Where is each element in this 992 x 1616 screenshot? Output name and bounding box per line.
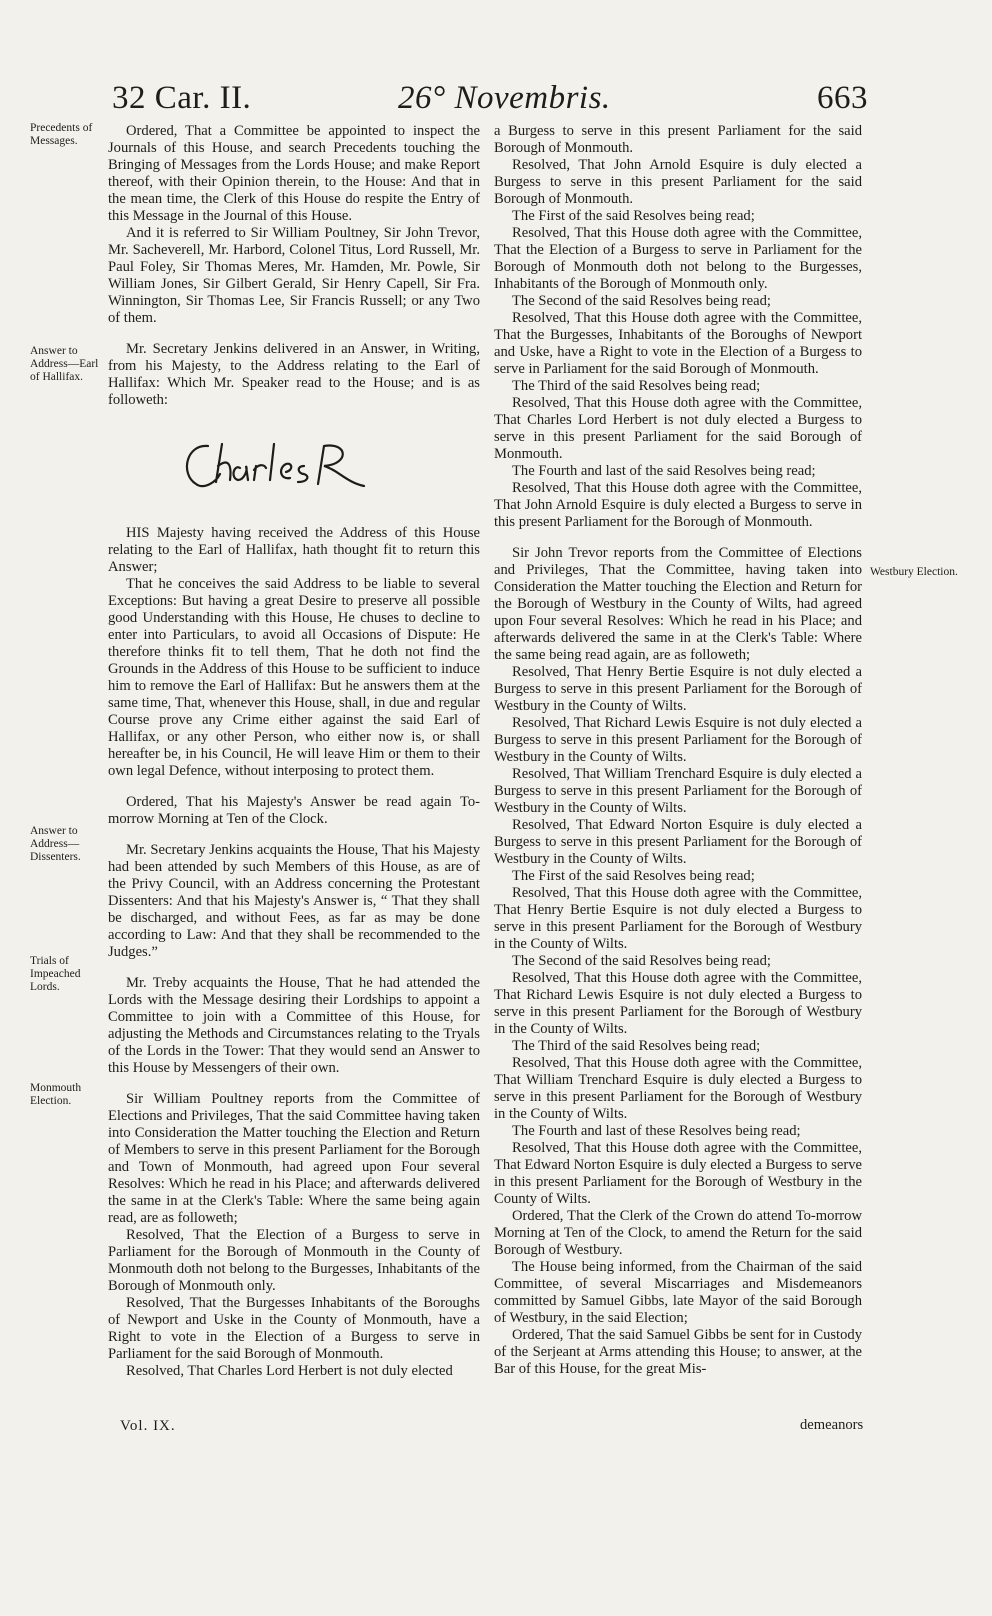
paragraph: The Fourth and last of these Resolves being read; bbox=[512, 1123, 801, 1139]
paragraph: Resolved, That Henry Bertie Esquire is not duly elected a Burgess to serve in this present Parliament for the Borough of Westbury in the County of Wilts. bbox=[494, 664, 862, 714]
paragraph: Resolved, That Richard Lewis Esquire is not duly elected a Burgess to serve in this present Parliament for the Borough of Westbury in the County of Wilts. bbox=[494, 715, 862, 765]
margin-note-monmouth: Monmouth Election. bbox=[30, 1082, 82, 1107]
paragraph: Sir William Poultney reports from the Committee of Elections and Privileges, That the said Committee having taken into Consideration the Matter touching the Election and Return of Members to serve in this present Parliament for the Borough and Town of Monmouth, had agreed upon Four several Resolves: Which he read in his Place; and afterwards delivered the same in at the Clerk's Table: Where the same being again read, are as followeth; bbox=[108, 1091, 480, 1226]
paragraph: Ordered, That the Clerk of the Crown do attend To-morrow Morning at Ten of the Clock, to amend the Return for the said Borough of Westbury. bbox=[494, 1208, 862, 1258]
paragraph: The First of the said Resolves being read; bbox=[512, 208, 755, 224]
paragraph: Sir John Trevor reports from the Committee of Elections and Privileges, That the Committee, having taken into Consideration the Matter touching the Election and Return for the Borough of Westbury in the County of Wilts, had agreed upon Four several Resolves: Which he read in his Place; and afterwards delivered the same in at the Clerk's Table: Where the same being read again, are as followeth; bbox=[494, 545, 862, 663]
paragraph: Resolved, That Edward Norton Esquire is duly elected a Burgess to serve in this present Parliament for the Borough of Westbury in the County of Wilts. bbox=[494, 817, 862, 867]
paragraph: a Burgess to serve in this present Parliament for the said Borough of Monmouth. bbox=[494, 123, 862, 156]
paragraph: Resolved, That this House doth agree with the Committee, That Henry Bertie Esquire is not duly elected a Burgess to serve in this present Parliament for the Borough of Westbury in the County of Wilts. bbox=[494, 885, 862, 952]
volume-footer: Vol. IX. bbox=[120, 1418, 176, 1434]
left-column bbox=[108, 123, 480, 1380]
paragraph: The Second of the said Resolves being read; bbox=[512, 953, 771, 969]
paragraph: That he conceives the said Address to be liable to several Exceptions: But having a great Desire to preserve all possible good Understanding with this House, He chuses to decline to enter into Particulars, to avoid all Occasions of Dispute: He therefore thinks fit to tell them, That he doth not find the Grounds in the Address of this House to be sufficient to induce him to remove the Earl of Hallifax: But he answers them at the same time, That, whenever this House, shall, in due and regular Course prove any Crime either against the said Earl of Hallifax, or any other Person, who either now is, or shall hereafter be, in his Council, He will leave Him or them to their own legal Defence, without interposing to protect them. bbox=[108, 576, 480, 779]
right-column bbox=[494, 123, 862, 1378]
paragraph: The Third of the said Resolves being read; bbox=[512, 378, 761, 394]
paragraph: Ordered, That a Committee be appointed to inspect the Journals of this House, and search Precedents touching the Bringing of Messages from the Lords House; and make Report thereof, with their Opinion therein, to the House: And that in the mean time, the Clerk of this House do respite the Entry of this Message in the Journal of this House. bbox=[108, 123, 480, 224]
margin-note-dissenters: Answer to Address—Dissenters. bbox=[30, 825, 81, 863]
running-head-regnal-year: 32 Car. II. bbox=[112, 80, 252, 116]
paragraph: Ordered, That the said Samuel Gibbs be sent for in Custody of the Serjeant at Arms attending this House; to answer, at the Bar of this House, for the great Mis- bbox=[494, 1327, 862, 1377]
paragraph: Resolved, That this House doth agree with the Committee, That Charles Lord Herbert is not duly elected a Burgess to serve in this present Parliament for the said Borough of Monmouth. bbox=[494, 395, 862, 462]
paragraph: The Third of the said Resolves being read; bbox=[512, 1038, 761, 1054]
running-head-date: 26° Novembris. bbox=[398, 80, 611, 116]
margin-note-hallifax: Answer to Address—Earl of Hallifax. bbox=[30, 345, 99, 383]
catchword: demeanors bbox=[800, 1417, 864, 1433]
paragraph: And it is referred to Sir William Poultney, Sir John Trevor, Mr. Sacheverell, Mr. Harbord, Colonel Titus, Lord Russell, Mr. Paul Foley, Sir Thomas Meres, Mr. Hamden, Mr. Powle, Sir William Jones, Sir Gilbert Gerald, Sir Henry Capell, Sir Fra. Winnington, Sir Thomas Lee, Sir Francis Russell; or any Two of them. bbox=[108, 225, 480, 326]
paragraph: The First of the said Resolves being read; bbox=[512, 868, 755, 884]
paragraph: Resolved, That this House doth agree with the Committee, That Richard Lewis Esquire is not duly elected a Burgess to serve in this present Parliament for the Borough of Westbury in the County of Wilts. bbox=[494, 970, 862, 1037]
margin-note-westbury: Westbury Election. bbox=[870, 566, 958, 578]
paragraph: Resolved, That Charles Lord Herbert is not duly elected bbox=[126, 1363, 453, 1379]
margin-note-impeached-lords: Trials of Impeached Lords. bbox=[30, 955, 81, 993]
paragraph: Resolved, That William Trenchard Esquire is duly elected a Burgess to serve in this present Parliament for the Borough of Westbury in the County of Wilts. bbox=[494, 766, 862, 816]
paragraph: The Fourth and last of the said Resolves being read; bbox=[512, 463, 816, 479]
paragraph: Mr. Treby acquaints the House, That he had attended the Lords with the Message desiring their Lordships to appoint a Committee to join with a Committee of this House, for adjusting the Methods and Circumstances relating to the Tryals of the Lords in the Tower: That they would send an Answer to this House by Messengers of their own. bbox=[108, 975, 480, 1076]
paragraph: Mr. Secretary Jenkins delivered in an Answer, in Writing, from his Majesty, to the Address relating to the Earl of Hallifax: Which Mr. Speaker read to the House; and is as followeth: bbox=[108, 341, 480, 408]
paragraph: HIS Majesty having received the Address of this House relating to the Earl of Hallifax, hath thought fit to return this Answer; bbox=[108, 525, 480, 575]
paragraph: Resolved, That this House doth agree with the Committee, That the Election of a Burgess to serve in Parliament for the Borough of Monmouth doth not belong to the Burgesses, Inhabitants of the Borough of Monmouth only. bbox=[494, 225, 862, 292]
paragraph: Resolved, That this House doth agree with the Committee, That Edward Norton Esquire is duly elected a Burgess to serve in this present Parliament for the Borough of Westbury in the County of Wilts. bbox=[494, 1140, 862, 1207]
paragraph: The Second of the said Resolves being read; bbox=[512, 293, 771, 309]
margin-note-precedents: Precedents of Messages. bbox=[30, 122, 93, 147]
paragraph: Resolved, That this House doth agree with the Committee, That John Arnold Esquire is duly elected a Burgess to serve in this present Parliament for the Borough of Monmouth. bbox=[494, 480, 862, 530]
paragraph: Mr. Secretary Jenkins acquaints the House, That his Majesty had been attended by such Members of this House, as are of the Privy Council, with an Address concerning the Protestant Dissenters: And that his Majesty's Answer is, “ That they shall be discharged, and without Fees, as far as may be done according to Law: And that they shall be recommended to the Judges.” bbox=[108, 842, 480, 960]
page-number: 663 bbox=[817, 80, 868, 116]
paragraph: The House being informed, from the Chairman of the said Committee, of several Miscarriages and Misdemeanors committed by Samuel Gibbs, late Mayor of the said Borough of Westbury, in the said Election; bbox=[494, 1259, 862, 1326]
paragraph: Ordered, That his Majesty's Answer be read again To-morrow Morning at Ten of the Clock. bbox=[108, 794, 480, 827]
paragraph: Resolved, That John Arnold Esquire is duly elected a Burgess to serve in this present Parliament for the said Borough of Monmouth. bbox=[494, 157, 862, 207]
paragraph: Resolved, That the Burgesses Inhabitants of the Boroughs of Newport and Uske in the County of Monmouth, have a Right to vote in the Election of a Burgess to serve in Parliament for the said Borough of Monmouth. bbox=[108, 1295, 480, 1362]
paragraph: Resolved, That this House doth agree with the Committee, That William Trenchard Esquire is duly elected a Burgess to serve in this present Parliament for the Borough of Westbury in the County of Wilts. bbox=[494, 1055, 862, 1122]
paragraph: Resolved, That this House doth agree with the Committee, That the Burgesses, Inhabitants of the Boroughs of Newport and Uske, have a Right to vote in the Election of a Burgess to serve in Parliament for the said Borough of Monmouth. bbox=[494, 310, 862, 377]
paragraph: Resolved, That the Election of a Burgess to serve in Parliament for the Borough of Monmouth in the County of Monmouth doth not belong to the Burgesses, Inhabitants of the Borough of Monmouth only. bbox=[108, 1227, 480, 1294]
